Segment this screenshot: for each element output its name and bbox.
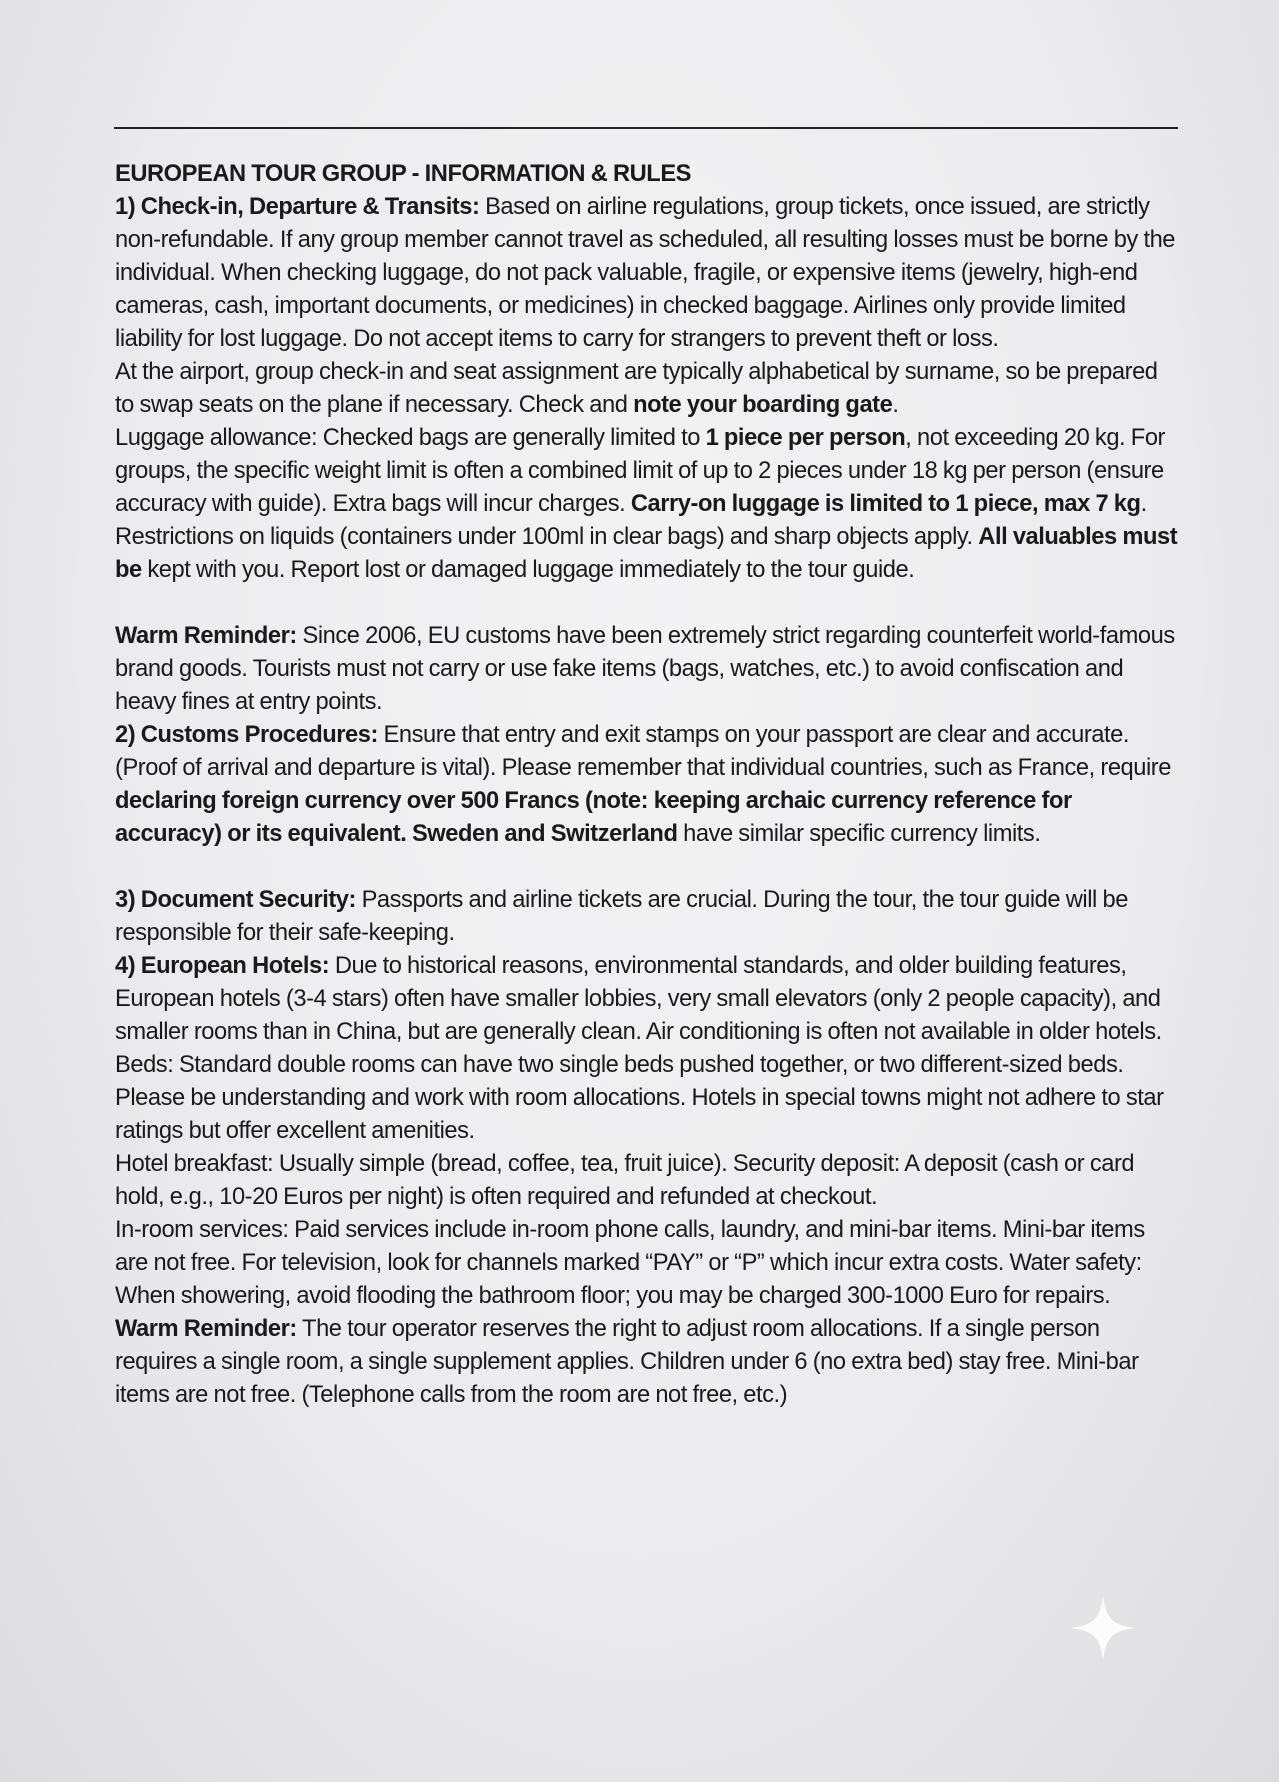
section-customs-text: Ensure that entry and exit stamps on your passport are clear and accurate. (Proof of arrival and departure is vital). Please remember that individual countries, such as France, require xyxy=(115,722,1171,781)
paragraph-gap xyxy=(115,851,1179,884)
warm-reminder-heading: Warm Reminder: xyxy=(115,623,297,649)
section-hotels-heading: 4) European Hotels: xyxy=(115,953,330,979)
one-piece-bold: 1 piece per person xyxy=(705,425,906,451)
section-documents xyxy=(115,884,1179,950)
liquids-text: . Restrictions on liquids (containers under 100ml in clear bags) and sharp objects apply. xyxy=(115,491,1147,550)
section-check-in-para-2 xyxy=(115,356,1179,422)
warm-reminder-text: Since 2006, EU customs have been extremely strict regarding counterfeit world-famous brand goods. Tourists must not carry or use fake items (bags, watches, etc.) to avoid confiscation and heavy fines at entry points. xyxy=(115,623,1175,715)
section-hotels-beds: Beds: Standard double rooms can have two single beds pushed together, or two different-sized beds. Please be understanding and work with room allocations. Hotels in special towns might not adhere to star ratings but offer excellent amenities. xyxy=(115,1052,1164,1144)
note-your-bold: note your xyxy=(633,392,737,418)
section-check-in-text: Based on airline regulations, group tickets, once issued, are strictly non-refundable. If any group member cannot travel as scheduled, all resulting losses must be borne by the individual. When checking luggage, do not pack valuable, fragile, or expensive items (jewelry, high-end cameras, cash, important documents, or medicines) in checked baggage. Airlines only provide limited liability for lost luggage. Do not accept items to carry for strangers to prevent theft or loss. xyxy=(115,194,1176,352)
warm-reminder-text: The tour operator reserves the right to adjust room allocations. If a single person requires a single room, a single supplement applies. Children under 6 (no extra bed) stay free. Mini-bar items are not free. (Telephone calls from the room are not free, etc.) xyxy=(115,1316,1139,1408)
period-text: . xyxy=(892,392,899,418)
warm-reminder-rooms xyxy=(115,1313,1179,1412)
section-check-in-heading: 1) Check-in, Departure & Transits: xyxy=(115,194,480,220)
document-title: EUROPEAN TOUR GROUP - INFORMATION & RULES xyxy=(115,161,692,187)
warm-reminder-heading: Warm Reminder: xyxy=(115,1316,297,1342)
valuables-bold: All valuables must be xyxy=(115,524,1178,583)
section-hotels-text: Due to historical reasons, environmental standards, and older building features, European hotels (3-4 stars) often have smaller lobbies, very small elevators (only 2 people capacity), and smaller rooms than in China, but are generally clean. Air conditioning is often not available in older hotels. xyxy=(115,953,1162,1045)
section-customs-heading: 2) Customs Procedures: xyxy=(115,722,378,748)
warm-reminder-customs xyxy=(115,620,1179,719)
document-body xyxy=(115,158,1179,1412)
luggage-allowance-text: Luggage allowance: Checked bags are generally limited to xyxy=(115,425,706,451)
section-hotels-para-1 xyxy=(115,950,1179,1049)
sparkle-icon xyxy=(1068,1593,1138,1663)
airport-text: At the airport, group check-in and seat assignment are typically alphabetical by surname, so be prepared to swap seats on the plane if necessary. Check and xyxy=(115,359,1158,418)
paragraph-gap xyxy=(115,587,1179,620)
section-customs xyxy=(115,719,1179,851)
currency-limits-text: have similar specific currency limits. xyxy=(677,821,1041,847)
carry-on-bold: Carry-on luggage is limited to 1 piece, max 7 kg xyxy=(630,491,1141,517)
kept-with-you-text: kept with you. Report lost or damaged luggage immediately to the tour guide. xyxy=(141,557,915,583)
weight-limit-text: , not exceeding 20 kg. For groups, the specific weight limit is often a combined limit of up to 2 pieces under 18 kg per person (ensure accuracy with guide). Extra bags will incur charges. xyxy=(115,425,1165,517)
boarding-gate-bold: boarding gate xyxy=(742,392,893,418)
section-documents-heading: 3) Document Security: xyxy=(115,887,356,913)
section-documents-text: Passports and airline tickets are crucial. During the tour, the tour guide will be responsible for their safe-keeping. xyxy=(115,887,1128,946)
section-check-in-para-1 xyxy=(115,191,1179,356)
top-divider xyxy=(114,127,1178,129)
currency-declaration-bold: declaring foreign currency over 500 Francs (note: keeping archaic currency reference for accuracy) or its equivalent. Sweden and Switzerland xyxy=(115,788,1072,847)
section-check-in-para-3 xyxy=(115,422,1179,587)
section-hotels-breakfast: Hotel breakfast: Usually simple (bread, coffee, tea, fruit juice). Security deposit: A deposit (cash or card hold, e.g., 10-20 Euros per night) is often required and refunded at checkout. xyxy=(115,1151,1135,1210)
section-hotels-services: In-room services: Paid services include in-room phone calls, laundry, and mini-bar items. Mini-bar items are not free. For television, look for channels marked “PAY” or “P” which incur extra costs. Water safety: When showering, avoid flooding the bathroom floor; you may be charged 300-1000 Euro for repairs. xyxy=(115,1217,1145,1309)
